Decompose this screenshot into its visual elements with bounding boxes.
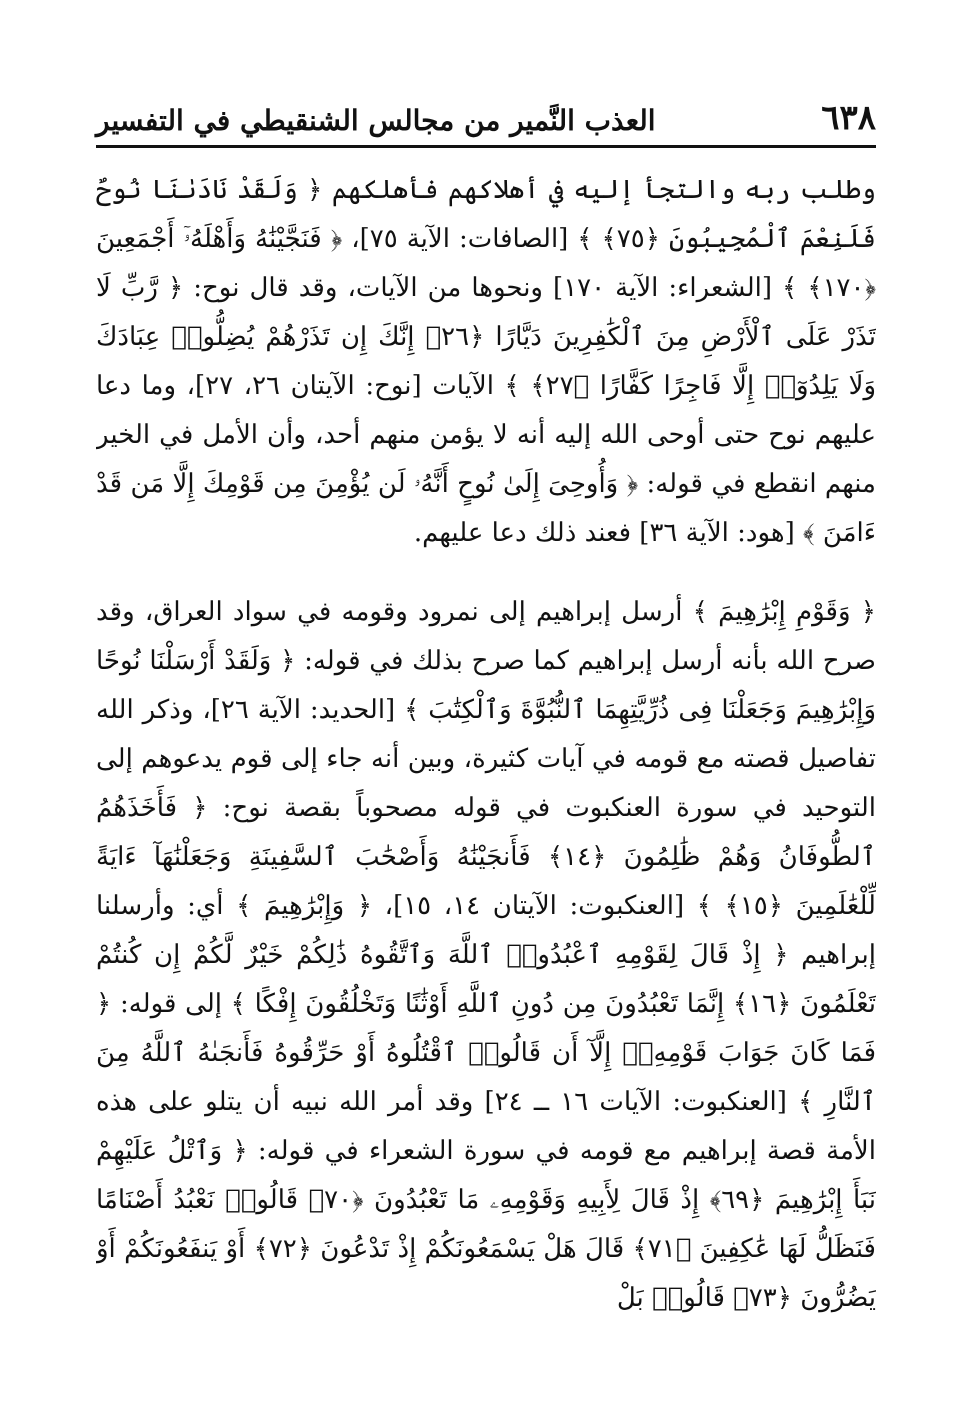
body-paragraph: وطلب ربه والتجأ إليه في أهلاكهم فأهلكهم ﴿ وَلَقَدْ نَادَىٰنَا نُوحٌ فَلَنِعْمَ ٱلْمُجِيبُونَ ﴿٧٥﴾ ﴾ [الصافات: الآية ٧٥]، ﴿ فَنَجَّيْنَٰهُ وَأَهْلَهُۥٓ أَجْمَعِينَ ﴿١٧٠﴾ ﴾ [الشعراء: الآية ١٧٠] ونحوها من الآيات، وقد قال نوح: ﴿ رَّبِّ لَا تَذَرْ عَلَى ٱلْأَرْضِ مِنَ ٱلْكَٰفِرِينَ دَيَّارًا ﴿٢٦﴾ إِنَّكَ إِن تَذَرْهُمْ يُضِلُّوا۟ عِبَادَكَ وَلَا يَلِدُوٓا۟ إِلَّا فَاجِرًا كَفَّارًا ﴿٢٧﴾ ﴾ الآيات [نوح: الآيتان ٢٦، ٢٧]، وما دعا عليهم نوح حتى أوحى الله إليه أنه لا يؤمن منهم أحد، وأن الأمل في الخير منهم انقطع في قوله: ﴿ وَأُوحِىَ إِلَىٰ نُوحٍ أَنَّهُۥ لَن يُؤْمِنَ مِن قَوْمِكَ إِلَّا مَن قَدْ ءَامَنَ ﴾ [هود: الآية ٣٦] فعند ذلك دعا عليهم. (96, 175, 876, 548)
page-number: ٦٣٨ (821, 98, 876, 138)
page-header (96, 92, 876, 148)
body-paragraph: ﴿ وَقَوْمِ إِبْرَٰهِيمَ ﴾ أرسل إبراهيم إلى نمرود وقومه في سواد العراق، وقد صرح الله بأنه أرسل إبراهيم كما صرح بذلك في قوله: ﴿ وَلَقَدْ أَرْسَلْنَا نُوحًا وَإِبْرَٰهِيمَ وَجَعَلْنَا فِى ذُرِّيَّتِهِمَا ٱلنُّبُوَّةَ وَٱلْكِتَٰبَ ﴾ [الحديد: الآية ٢٦]، وذكر الله تفاصيل قصته مع قومه في آيات كثيرة، وبين أنه جاء إلى قوم يدعوهم إلى التوحيد في سورة العنكبوت في قوله مصحوباً بقصة نوح: ﴿ فَأَخَذَهُمُ ٱلطُّوفَانُ وَهُمْ ظَٰلِمُونَ ﴿١٤﴾ فَأَنجَيْنَٰهُ وَأَصْحَٰبَ ٱلسَّفِينَةِ وَجَعَلْنَٰهَآ ءَايَةً لِّلْعَٰلَمِينَ ﴿١٥﴾ ﴾ [العنكبوت: الآيتان ١٤، ١٥]، ﴿ وَإِبْرَٰهِيمَ ﴾ أي: وأرسلنا إبراهيم ﴿ إِذْ قَالَ لِقَوْمِهِ ٱعْبُدُوا۟ ٱللَّهَ وَٱتَّقُوهُ ذَٰلِكُمْ خَيْرٌ لَّكُمْ إِن كُنتُمْ تَعْلَمُونَ ﴿١٦﴾ إِنَّمَا تَعْبُدُونَ مِن دُونِ ٱللَّهِ أَوْثَٰنًا وَتَخْلُقُونَ إِفْكًا ﴾ إلى قوله: ﴿ فَمَا كَانَ جَوَابَ قَوْمِهِۦٓ إِلَّآ أَن قَالُوا۟ ٱقْتُلُوهُ أَوْ حَرِّقُوهُ فَأَنجَىٰهُ ٱللَّهُ مِنَ ٱلنَّارِ ﴾ [العنكبوت: الآيات ١٦ ــ ٢٤] وقد أمر الله نبيه أن يتلو على هذه الأمة قصة إبراهيم مع قومه في سورة الشعراء في قوله: ﴿ وَٱتْلُ عَلَيْهِمْ نَبَأَ إِبْرَٰهِيمَ ﴿٦٩﴾ إِذْ قَالَ لِأَبِيهِ وَقَوْمِهِۦ مَا تَعْبُدُونَ ﴿٧٠﴾ قَالُوا۟ نَعْبُدُ أَصْنَامًا فَنَظَلُّ لَهَا عَٰكِفِينَ ﴿٧١﴾ قَالَ هَلْ يَسْمَعُونَكُمْ إِذْ تَدْعُونَ ﴿٧٢﴾ أَوْ يَنفَعُونَكُمْ أَوْ يَضُرُّونَ ﴿٧٣﴾ قَالُوا۟ بَلْ (96, 597, 876, 1313)
running-title: العذب النَّمير من مجالس الشنقيطي في التفسير (96, 104, 656, 137)
page-body (96, 166, 876, 1386)
